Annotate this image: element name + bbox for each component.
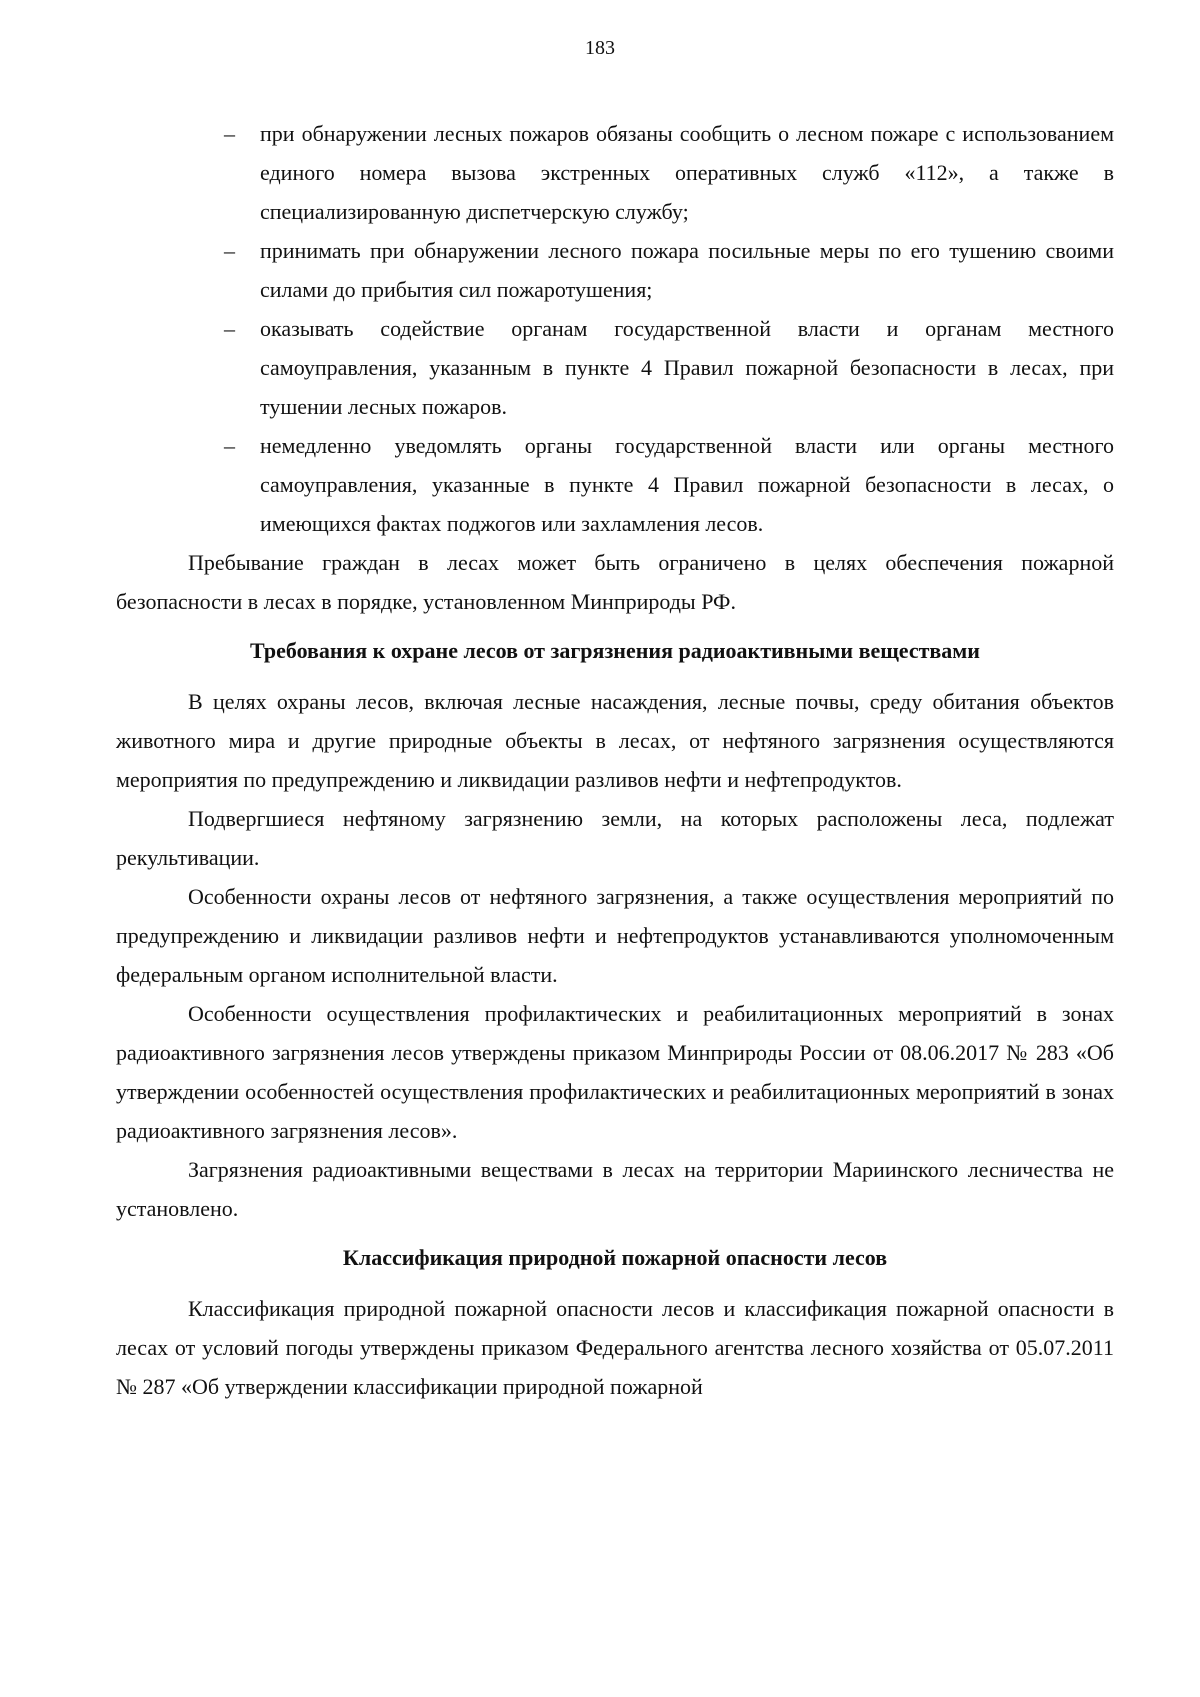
bullet-dash: –	[224, 238, 235, 263]
bullet-dash: –	[224, 121, 235, 146]
list-item-text: принимать при обнаружении лесного пожара посильные меры по его тушению своими силами до прибытия сил пожаротушения;	[260, 238, 1114, 302]
list-item-text: при обнаружении лесных пожаров обязаны сообщить о лесном пожаре с использованием единого номера вызова экстренных оперативных служб «112», а также в специализированную диспетчерскую службу;	[260, 121, 1114, 224]
list-item-text: оказывать содействие органам государственной власти и органам местного самоуправления, указанным в пункте 4 Правил пожарной безопасности в лесах, при тушении лесных пожаров.	[260, 316, 1114, 419]
body-paragraph: Пребывание граждан в лесах может быть ограничено в целях обеспечения пожарной безопасности в лесах в порядке, установленном Минприроды РФ.	[116, 550, 1114, 614]
list-item-text: немедленно уведомлять органы государственной власти или органы местного самоуправления, указанные в пункте 4 Правил пожарной безопасности в лесах, о имеющихся фактах поджогов или захламления лесов.	[260, 433, 1114, 536]
body-paragraph: Загрязнения радиоактивными веществами в лесах на территории Мариинского лесничества не установлено.	[116, 1157, 1114, 1221]
list-item	[116, 309, 1114, 426]
section-heading: Классификация природной пожарной опасности лесов	[342, 1245, 888, 1270]
bullet-list	[116, 114, 1114, 543]
list-item	[116, 231, 1114, 309]
page-content	[116, 114, 1114, 1406]
bullet-dash: –	[224, 316, 235, 341]
body-paragraph: Особенности охраны лесов от нефтяного загрязнения, а также осуществления мероприятий по предупреждению и ликвидации разливов нефти и нефтепродуктов устанавливаются уполномоченным федеральным органом исполнительной власти.	[116, 884, 1114, 987]
list-item	[116, 114, 1114, 231]
body-paragraph: В целях охраны лесов, включая лесные насаждения, лесные почвы, среду обитания объектов животного мира и другие природные объекты в лесах, от нефтяного загрязнения осуществляются мероприятия по предупреждению и ликвидации разливов нефти и нефтепродуктов.	[116, 689, 1114, 792]
body-paragraph: Классификация природной пожарной опасности лесов и классификация пожарной опасности в лесах от условий погоды утверждены приказом Федерального агентства лесного хозяйства от 05.07.2011 № 287 «Об утверждении классификации природной пожарной	[116, 1296, 1114, 1399]
bullet-dash: –	[224, 433, 235, 458]
body-paragraph: Особенности осуществления профилактических и реабилитационных мероприятий в зонах радиоактивного загрязнения лесов утверждены приказом Минприроды России от 08.06.2017 № 283 «Об утверждении особенностей осуществления профилактических и реабилитационных мероприятий в зонах радиоактивного загрязнения лесов».	[116, 1001, 1114, 1143]
list-item	[116, 426, 1114, 543]
body-paragraph: Подвергшиеся нефтяному загрязнению земли, на которых расположены леса, подлежат рекультивации.	[116, 806, 1114, 870]
page-number: 183	[585, 37, 615, 59]
section-heading: Требования к охране лесов от загрязнения радиоактивными веществами	[250, 638, 980, 663]
